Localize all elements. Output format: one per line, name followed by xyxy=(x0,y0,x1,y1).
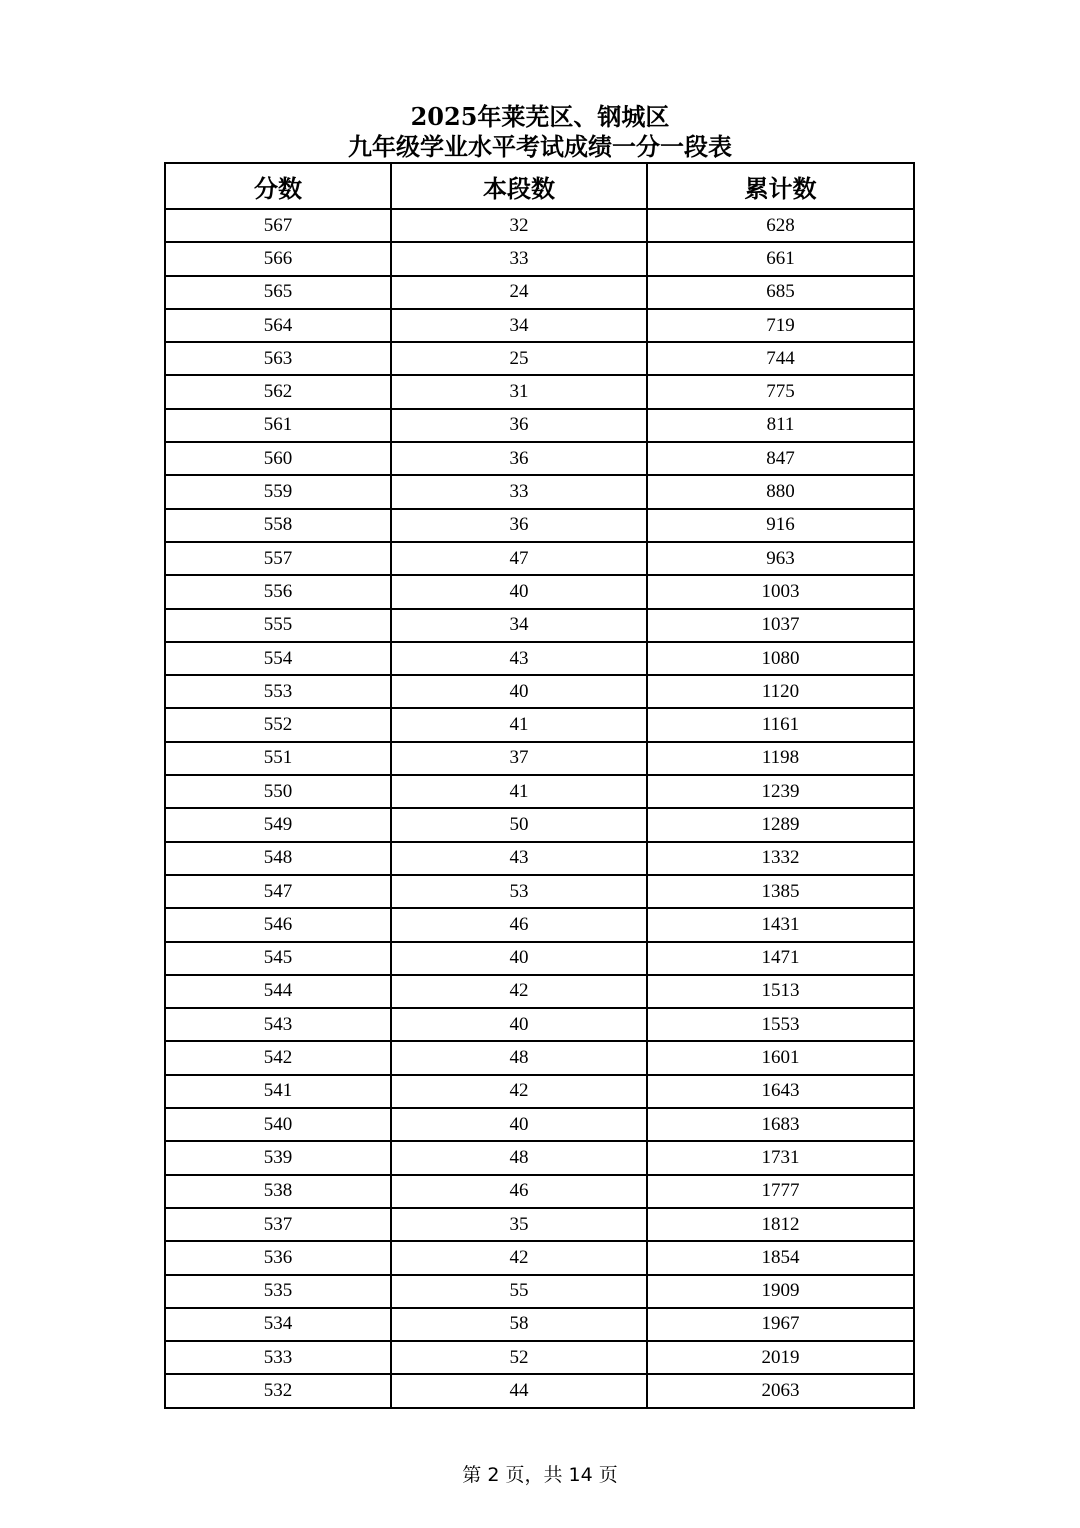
table-body xyxy=(165,209,914,1408)
score-cell: 565 xyxy=(165,276,391,309)
table-row xyxy=(165,942,914,975)
segment-count-cell: 55 xyxy=(391,1275,647,1308)
segment-count-cell: 43 xyxy=(391,842,647,875)
segment-count-cell: 40 xyxy=(391,1108,647,1141)
cumulative-count-cell: 1683 xyxy=(647,1108,914,1141)
table-row xyxy=(165,1075,914,1108)
table-row xyxy=(165,875,914,908)
score-cell: 542 xyxy=(165,1041,391,1074)
segment-count-cell: 33 xyxy=(391,475,647,508)
cumulative-count-cell: 916 xyxy=(647,509,914,542)
table-row xyxy=(165,1041,914,1074)
table-row xyxy=(165,1341,914,1374)
cumulative-count-cell: 1289 xyxy=(647,808,914,841)
segment-count-cell: 53 xyxy=(391,875,647,908)
segment-count-cell: 31 xyxy=(391,375,647,408)
segment-count-cell: 40 xyxy=(391,575,647,608)
segment-count-cell: 46 xyxy=(391,1175,647,1208)
table-row xyxy=(165,1208,914,1241)
table-row xyxy=(165,1374,914,1407)
table-row xyxy=(165,475,914,508)
score-cell: 539 xyxy=(165,1141,391,1174)
table-row xyxy=(165,309,914,342)
score-cell: 567 xyxy=(165,209,391,242)
cumulative-count-cell: 1854 xyxy=(647,1241,914,1274)
cumulative-count-cell: 1120 xyxy=(647,675,914,708)
score-cell: 561 xyxy=(165,409,391,442)
table-header-row xyxy=(165,163,914,209)
score-cell: 535 xyxy=(165,1275,391,1308)
segment-count-cell: 48 xyxy=(391,1141,647,1174)
score-cell: 555 xyxy=(165,609,391,642)
score-cell: 543 xyxy=(165,1008,391,1041)
table-row xyxy=(165,442,914,475)
cumulative-count-cell: 685 xyxy=(647,276,914,309)
cumulative-count-cell: 1553 xyxy=(647,1008,914,1041)
score-cell: 544 xyxy=(165,975,391,1008)
segment-count-cell: 47 xyxy=(391,542,647,575)
segment-count-cell: 34 xyxy=(391,609,647,642)
table-row xyxy=(165,842,914,875)
score-cell: 557 xyxy=(165,542,391,575)
table-row xyxy=(165,742,914,775)
score-cell: 534 xyxy=(165,1308,391,1341)
score-cell: 546 xyxy=(165,908,391,941)
score-distribution-table xyxy=(164,162,915,1409)
table-row xyxy=(165,908,914,941)
document-title-line2: 九年级学业水平考试成绩一分一段表 xyxy=(348,132,732,161)
segment-count-cell: 43 xyxy=(391,642,647,675)
table-row xyxy=(165,276,914,309)
segment-count-cell: 36 xyxy=(391,509,647,542)
segment-count-cell: 40 xyxy=(391,1008,647,1041)
cumulative-count-cell: 1332 xyxy=(647,842,914,875)
score-cell: 532 xyxy=(165,1374,391,1407)
score-cell: 566 xyxy=(165,242,391,275)
score-cell: 556 xyxy=(165,575,391,608)
cumulative-count-cell: 1471 xyxy=(647,942,914,975)
table-row xyxy=(165,342,914,375)
cumulative-count-cell: 1601 xyxy=(647,1041,914,1074)
segment-count-cell: 32 xyxy=(391,209,647,242)
table-row xyxy=(165,975,914,1008)
segment-count-cell: 40 xyxy=(391,942,647,975)
segment-count-cell: 36 xyxy=(391,442,647,475)
segment-count-cell: 42 xyxy=(391,1241,647,1274)
table-row xyxy=(165,1108,914,1141)
cumulative-count-cell: 1385 xyxy=(647,875,914,908)
score-cell: 536 xyxy=(165,1241,391,1274)
table-row xyxy=(165,808,914,841)
cumulative-count-cell: 628 xyxy=(647,209,914,242)
score-cell: 533 xyxy=(165,1341,391,1374)
cumulative-count-cell: 880 xyxy=(647,475,914,508)
table-row xyxy=(165,1141,914,1174)
cumulative-count-cell: 1643 xyxy=(647,1075,914,1108)
page-number: 第 2 页，共 14 页 xyxy=(462,1464,618,1486)
score-cell: 553 xyxy=(165,675,391,708)
cumulative-count-cell: 744 xyxy=(647,342,914,375)
score-cell: 549 xyxy=(165,808,391,841)
score-cell: 545 xyxy=(165,942,391,975)
segment-count-cell: 44 xyxy=(391,1374,647,1407)
table-row xyxy=(165,209,914,242)
score-cell: 560 xyxy=(165,442,391,475)
segment-count-cell: 42 xyxy=(391,975,647,1008)
segment-count-cell: 25 xyxy=(391,342,647,375)
header-score: 分数 xyxy=(165,163,391,209)
table-row xyxy=(165,409,914,442)
score-cell: 541 xyxy=(165,1075,391,1108)
table-row xyxy=(165,575,914,608)
table-row xyxy=(165,708,914,741)
document-title-line1: 2025年莱芜区、钢城区 xyxy=(410,102,670,131)
cumulative-count-cell: 1239 xyxy=(647,775,914,808)
segment-count-cell: 37 xyxy=(391,742,647,775)
segment-count-cell: 41 xyxy=(391,775,647,808)
segment-count-cell: 24 xyxy=(391,276,647,309)
score-cell: 552 xyxy=(165,708,391,741)
score-cell: 550 xyxy=(165,775,391,808)
score-cell: 547 xyxy=(165,875,391,908)
cumulative-count-cell: 811 xyxy=(647,409,914,442)
cumulative-count-cell: 847 xyxy=(647,442,914,475)
cumulative-count-cell: 661 xyxy=(647,242,914,275)
segment-count-cell: 40 xyxy=(391,675,647,708)
cumulative-count-cell: 963 xyxy=(647,542,914,575)
table-row xyxy=(165,375,914,408)
header-cumulative-count: 累计数 xyxy=(647,163,914,209)
cumulative-count-cell: 1003 xyxy=(647,575,914,608)
table-row xyxy=(165,609,914,642)
cumulative-count-cell: 2019 xyxy=(647,1341,914,1374)
segment-count-cell: 46 xyxy=(391,908,647,941)
score-cell: 563 xyxy=(165,342,391,375)
table-row xyxy=(165,1241,914,1274)
header-segment-count: 本段数 xyxy=(391,163,647,209)
cumulative-count-cell: 775 xyxy=(647,375,914,408)
cumulative-count-cell: 1080 xyxy=(647,642,914,675)
cumulative-count-cell: 1909 xyxy=(647,1275,914,1308)
table-row xyxy=(165,1008,914,1041)
cumulative-count-cell: 1198 xyxy=(647,742,914,775)
score-cell: 564 xyxy=(165,309,391,342)
cumulative-count-cell: 1161 xyxy=(647,708,914,741)
score-cell: 540 xyxy=(165,1108,391,1141)
table-row xyxy=(165,675,914,708)
segment-count-cell: 41 xyxy=(391,708,647,741)
segment-count-cell: 58 xyxy=(391,1308,647,1341)
table-row xyxy=(165,509,914,542)
cumulative-count-cell: 2063 xyxy=(647,1374,914,1407)
score-cell: 559 xyxy=(165,475,391,508)
score-cell: 537 xyxy=(165,1208,391,1241)
table-row xyxy=(165,242,914,275)
score-cell: 548 xyxy=(165,842,391,875)
table-row xyxy=(165,775,914,808)
score-cell: 558 xyxy=(165,509,391,542)
score-cell: 551 xyxy=(165,742,391,775)
cumulative-count-cell: 1777 xyxy=(647,1175,914,1208)
segment-count-cell: 48 xyxy=(391,1041,647,1074)
cumulative-count-cell: 1967 xyxy=(647,1308,914,1341)
score-cell: 538 xyxy=(165,1175,391,1208)
segment-count-cell: 33 xyxy=(391,242,647,275)
cumulative-count-cell: 1812 xyxy=(647,1208,914,1241)
segment-count-cell: 36 xyxy=(391,409,647,442)
table-row xyxy=(165,1275,914,1308)
table-row xyxy=(165,542,914,575)
table-row xyxy=(165,1175,914,1208)
cumulative-count-cell: 1513 xyxy=(647,975,914,1008)
cumulative-count-cell: 1431 xyxy=(647,908,914,941)
segment-count-cell: 35 xyxy=(391,1208,647,1241)
table-row xyxy=(165,642,914,675)
table-row xyxy=(165,1308,914,1341)
cumulative-count-cell: 719 xyxy=(647,309,914,342)
segment-count-cell: 42 xyxy=(391,1075,647,1108)
cumulative-count-cell: 1037 xyxy=(647,609,914,642)
segment-count-cell: 50 xyxy=(391,808,647,841)
segment-count-cell: 34 xyxy=(391,309,647,342)
score-cell: 562 xyxy=(165,375,391,408)
cumulative-count-cell: 1731 xyxy=(647,1141,914,1174)
score-cell: 554 xyxy=(165,642,391,675)
segment-count-cell: 52 xyxy=(391,1341,647,1374)
